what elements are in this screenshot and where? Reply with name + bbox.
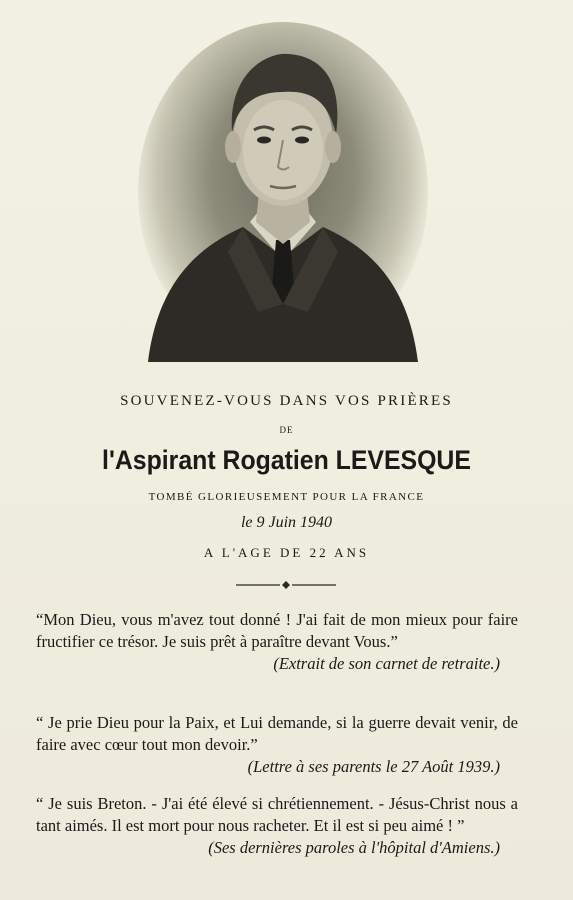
quote-text: “Mon Dieu, vous m'avez tout donné ! J'ai fait de mon mieux pour faire fructifier ce trésor. Je suis prêt à paraître devant Vous.” (36, 610, 518, 651)
quote-source: (Lettre à ses parents le 27 Août 1939.) (247, 757, 500, 776)
death-date: le 9 Juin 1940 (240, 514, 333, 531)
age-text: A L'AGE DE 22 ANS (203, 545, 370, 560)
quote-block (36, 712, 518, 778)
portrait-figure (138, 22, 428, 362)
remember-heading: SOUVENEZ-VOUS DANS VOS PRIÈRES (120, 393, 453, 409)
quote-source: (Ses dernières paroles à l'hôpital d'Amiens.) (208, 838, 500, 857)
de-label: DE (279, 425, 294, 435)
quote-source: (Extrait de son carnet de retraite.) (273, 654, 500, 673)
fallen-text: TOMBÉ GLORIEUSEMENT POUR LA FRANCE (148, 491, 425, 503)
deceased-name: l'Aspirant Rogatien LEVESQUE (102, 445, 471, 475)
ornament-divider-icon (236, 580, 336, 590)
quote-block (36, 609, 518, 675)
quote-text: “ Je prie Dieu pour la Paix, et Lui demande, si la guerre devait venir, de faire avec cœur tout mon devoir.” (36, 713, 518, 754)
portrait-photo (138, 22, 428, 362)
quote-text: “ Je suis Breton. - J'ai été élevé si chrétiennement. - Jésus-Christ nous a tant aimés. Il est mort pour nous racheter. Et il est si peu aimé ! ” (36, 794, 518, 835)
quote-block (36, 793, 518, 859)
